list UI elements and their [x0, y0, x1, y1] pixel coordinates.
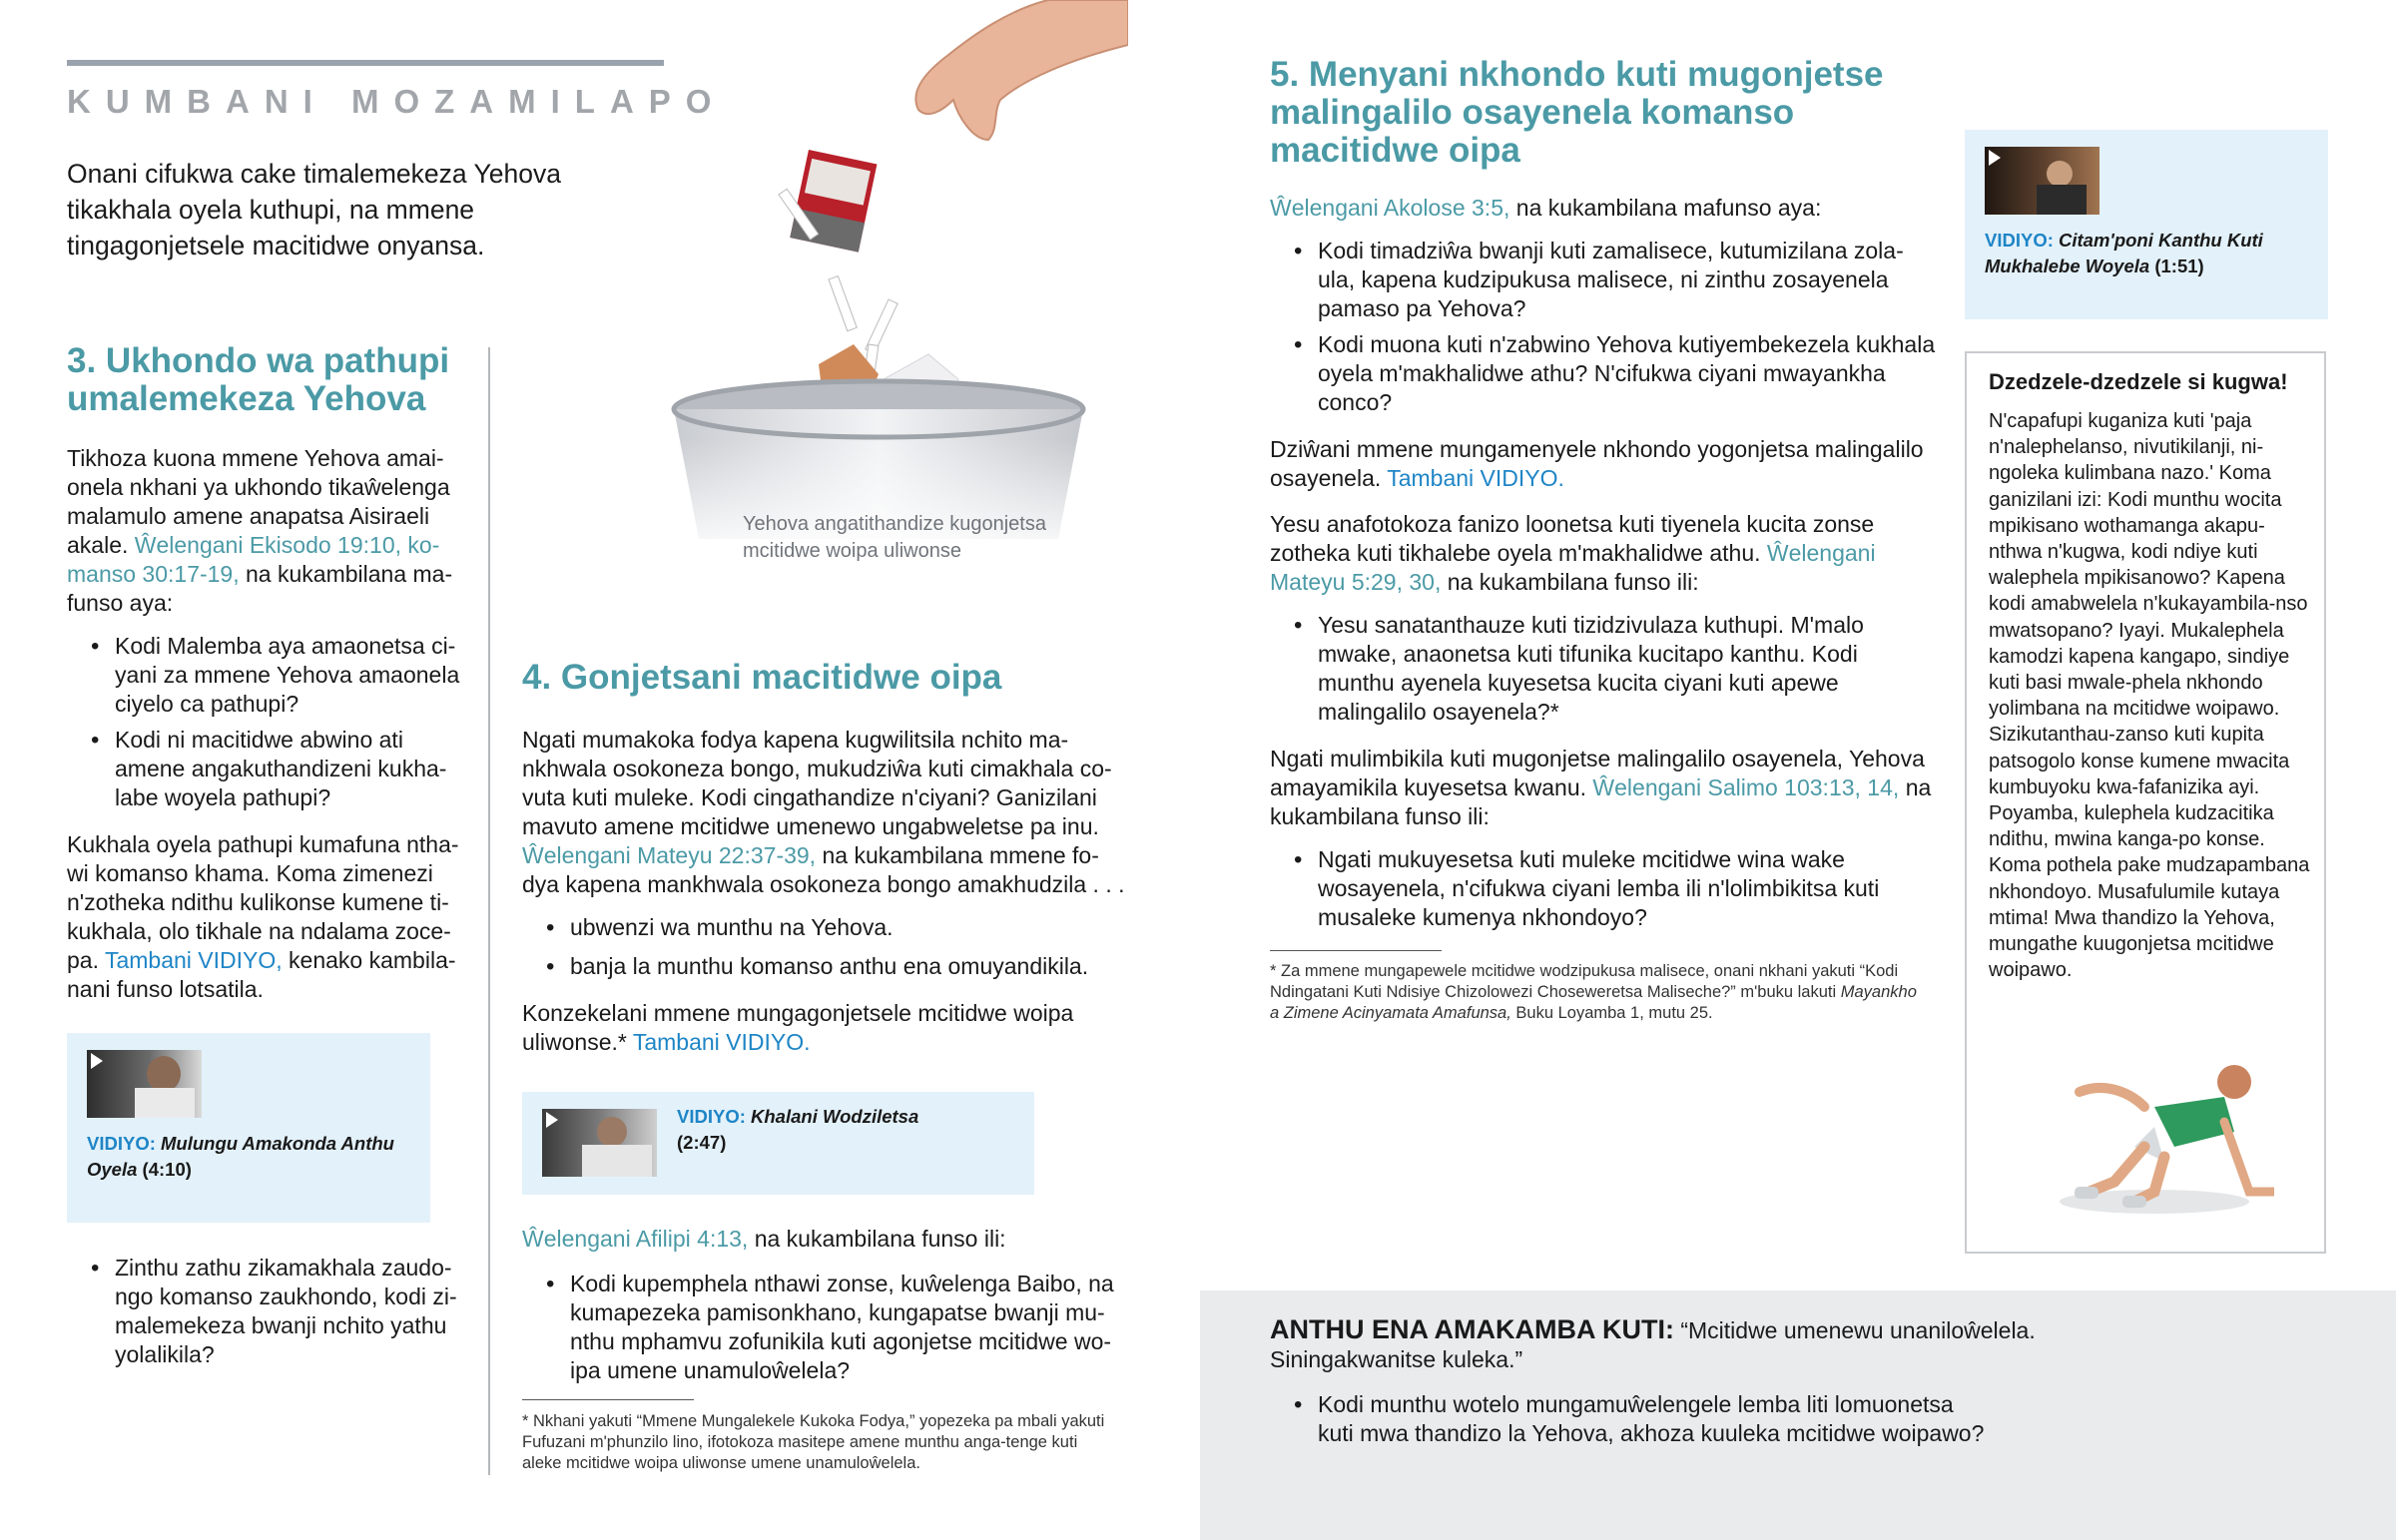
section-4-final-question — [522, 1270, 1126, 1385]
video-thumbnail[interactable] — [1985, 147, 2099, 215]
sidebar-title: Dzedzele-dzedzele si kugwa! — [1989, 369, 2288, 394]
section-4-paragraph-2: Konzekelani mmene mungagonjetsele mcitidwe woipa uliwonse.* Tambani VIDIYO. — [522, 1000, 1074, 1055]
section-5-paragraph-4: Ngati mulimbikila kuti mugonjetse malingalilo osayenela, Yehova amayamikila kuyesetsa kwanu. Ŵelengani Salimo 103:13, 14, na kukambilana funso ili: — [1270, 746, 1932, 829]
list-item: • Kodi ni macitidwe abwino ati amene angakuthandizeni kukha-labe woyela pathupi? — [67, 726, 463, 812]
trash-can-with-cigarettes-image — [629, 0, 1128, 559]
section-3-paragraph-2: Kukhala oyela pathupi kumafuna ntha-wi komanso khama. Koma zimenezi n'zotheka ndithu kulikonse kumene ti-kukhala, olo tikhale na ndalama zoce-pa. Tambani VIDIYO, kenako kambila-nani funso lotsatila. — [67, 831, 459, 1002]
video-card-stay-clean[interactable] — [1965, 130, 2328, 319]
objection-label: ANTHU ENA AMAKAMBA KUTI: — [1270, 1314, 1674, 1344]
list-item: • banja la munthu komanso anthu ena omuyandikila. — [522, 952, 1126, 981]
scripture-link-matthew-5[interactable]: Ŵelengani Mateyu 5:29, 30, — [1270, 540, 1876, 595]
section-5-questions-1 — [1270, 237, 1939, 417]
watch-video-link[interactable]: Tambani VIDIYO, — [104, 947, 283, 973]
list-item: • Kodi muona kuti n'zabwino Yehova kutiyembekezela kukhala oyela m'makhalidwe athu? N'cifukwa ciyani mwayankha conco? — [1270, 330, 1939, 417]
list-item: • Zinthu zathu zikamakhala zaudo-ngo komanso zaukhondo, kodi zi-malemekeza bwanji nchito yathu yolalikila? — [67, 1254, 463, 1369]
section-3-body — [67, 444, 463, 1004]
section-kicker: KUMBANI MOZAMILAPO — [67, 83, 727, 120]
image-caption: Yehova angatithandize kugonjetsa mcitidwe woipa uliwonse — [743, 513, 1046, 562]
column-divider — [488, 347, 490, 1475]
section-5-footnote: * Za mmene mungapewele mcitidwe wodzipukusa malisece, onani nkhani yakuti “Kodi Ndingatani Kuti Ndisiye Chizolowezi Choseweretsa Maliseche?” m'buku lakuti Mayankho a Zimene Acinyamata Amafunsa, Buku Loyamba 1, mutu 25. — [1270, 962, 1917, 1022]
section-3-final-question — [67, 1254, 463, 1376]
section-4-paragraph-3: Ŵelengani Afilipi 4:13, na kukambilana funso ili: — [522, 1226, 1006, 1252]
section-4-footnote: * Nkhani yakuti “Mmene Mungalekele Kukoka Fodya,” yopezeka pa mbali yakuti Fufuzani m'phunzilo lino, ifotokoza masitepe amene munthu anga-tenge kuti aleke mcitidwe woipa uliwonse umene unamuloŵelela. — [522, 1412, 1105, 1472]
play-icon — [91, 1053, 103, 1069]
intro-text: Onani cifukwa cake timalemekeza Yehova tikakhala oyela kuthupi, na mmene tingagonjetsele macitidwe onyansa. — [67, 159, 561, 260]
list-item: • ubwenzi wa munthu na Yehova. — [522, 913, 1126, 942]
scripture-link-philippians[interactable]: Ŵelengani Afilipi 4:13, — [522, 1226, 749, 1252]
video-card-clean-people[interactable] — [67, 1033, 430, 1223]
list-item: • Kodi kupemphela nthawi zonse, kuŵelenga Baibo, na kumapezeka pamisonkhano, kungapatse bwanji mu-nthu mphamvu zofunikila kuti agonjetse mcitidwe wo-ipa umene unamuloŵelela? — [522, 1270, 1126, 1385]
header-rule — [67, 60, 664, 66]
section-5-body — [1270, 194, 1939, 939]
list-item: • Kodi Malemba aya amaonetsa ci-yani za mmene Yehova amaonela ciyelo ca pathupi? — [67, 632, 463, 719]
list-item: • Yesu sanatanthauze kuti tizidzivulaza kuthupi. M'malo mwake, anaonetsa kuti tifunika kucitapo kanthu. Kodi munthu ayenela kuyesetsa kucita ciyani kuti apewe malingalilo osayenela?* — [1270, 611, 1939, 727]
section-3-questions — [67, 632, 463, 812]
objection-question — [1270, 1390, 1989, 1455]
sidebar-box — [1965, 351, 2326, 1254]
video-label: VIDIYO: Citam'poni Kanthu Kuti Mukhalebe Woyela (1:51) — [1985, 230, 2263, 276]
section-5-title: 5. Menyani nkhondo kuti mugonjetse malingalilo osayenela komanso macitidwe oipa — [1270, 55, 1884, 170]
section-4-title: 4. Gonjetsani macitidwe oipa — [522, 658, 1002, 697]
video-card-self-control[interactable] — [522, 1092, 1034, 1195]
video-thumbnail[interactable] — [542, 1109, 657, 1177]
section-3-title: 3. Ukhondo wa pathupi umalemekeza Yehova — [67, 341, 450, 418]
stumbling-runner-image — [2035, 1052, 2274, 1222]
scripture-link-matthew-22[interactable]: Ŵelengani Mateyu 22:37-39, — [522, 842, 817, 868]
scripture-link-exodus[interactable]: Ŵelengani Ekisodo 19:10, ko-manso 30:17-19, — [67, 532, 440, 587]
section-5-questions-3 — [1270, 845, 1939, 932]
sidebar-body: N'capafupi kuganiza kuti 'paja n'nalephelanso, nivutikilanji, ni-ngoleka kulimbana nazo.' Koma ganizilani izi: Kodi munthu wocita mpikisano wothamanga akapu-nthwa n'kugwa, kodi ndiye kuti walephela mpikisanowo? Kapena kodi amabwelela n'kukayambila-nso mwatsopano? Iyayi. Mukalephela kamodzi kapena kangapo, sindiye kuti basi mwale-phela nkhondo yolimbana na mcitidwe woipawo. Sizikutanthau-zanso kuti kupita patsogolo konse kumene mwacita kumbuyoku kwa-fafanizika ayi. Poyamba, kulephela kudzacitika ndithu, mwina kanga-po konse. Koma pothela pake mudzapambana nkhondoyo. Musafulumile kutaya mtima! Mwa thandizo la Yehova, mungathe kuugonjetsa mcitidwe woipawo. — [1989, 410, 2310, 982]
section-3-paragraph-1: Tikhoza kuona mmene Yehova amai-onela nkhani ya ukhondo tikaŵelenga malamulo amene anapatsa Aisiraeli akale. Ŵelengani Ekisodo 19:10, ko-manso 30:17-19, na kukambilana ma-funso aya: — [67, 445, 453, 616]
section-5-paragraph-3: Yesu anafotokoza fanizo loonetsa kuti tiyenela kucita zonse zotheka kuti tikhalebe oyela m'makhalidwe athu. Ŵelengani Mateyu 5:29, 30, na kukambilana funso ili: — [1270, 511, 1876, 595]
footnote-rule — [1270, 950, 1442, 951]
video-label: VIDIYO: Khalani Wodziletsa (2:47) — [677, 1106, 919, 1153]
section-4-body-2 — [522, 1225, 1126, 1392]
watch-video-link[interactable]: Tambani VIDIYO. — [632, 1029, 811, 1055]
section-5-questions-2 — [1270, 611, 1939, 727]
section-4-paragraph-1: Ngati mumakoka fodya kapena kugwilitsila nchito ma-nkhwala osokoneza bongo, mukudziŵa kuti cimakhala co-vuta kuti muleke. Kodi cingathandize n'ciyani? Ganizilani mavuto amene mcitidwe umenewo ungabweletse pa inu. Ŵelengani Mateyu 22:37-39, na kukambilana mmene fo-dya kapena mankhwala osokoneza bongo amakhudzila . . . — [522, 727, 1125, 897]
trash-illustration — [629, 0, 1128, 559]
scripture-link-colossians[interactable]: Ŵelengani Akolose 3:5, — [1270, 195, 1510, 221]
footnote-rule — [522, 1399, 694, 1400]
video-label: VIDIYO: Mulungu Amakonda Anthu Oyela (4:10) — [87, 1133, 394, 1180]
objection-quote: “Mcitidwe umenewu unaniloŵelela. Siningakwanitse kuleka.” — [1270, 1317, 2036, 1372]
list-item: • Ngati mukuyesetsa kuti muleke mcitidwe wina wake wosayenela, n'cifukwa ciyani lemba ili n'lolimbikitsa kuti musaleke kumenya nkhondoyo? — [1270, 845, 1939, 932]
play-icon — [546, 1112, 558, 1128]
list-item: • Kodi timadziŵa bwanji kuti zamalisece, kutumizilana zola-ula, kapena kudzipukusa malisece, ni zinthu zosayenela pamaso pa Yehova? — [1270, 237, 1939, 323]
section-4-body — [522, 726, 1126, 1057]
objection-text — [1270, 1315, 2049, 1374]
section-5-paragraph-2: Dziŵani mmene mungamenyele nkhondo yogonjetsa malingalilo osayenela. Tambani VIDIYO. — [1270, 436, 1924, 491]
watch-video-link[interactable]: Tambani VIDIYO. — [1387, 465, 1564, 491]
list-item: • Kodi munthu wotelo mungamuŵelengele lemba liti lomuonetsa kuti mwa thandizo la Yehova, akhoza kuuleka mcitidwe woipawo? — [1270, 1390, 1989, 1448]
section-5-paragraph-1: Ŵelengani Akolose 3:5, na kukambilana mafunso aya: — [1270, 195, 1822, 221]
video-thumbnail[interactable] — [87, 1050, 202, 1118]
section-4-effects — [522, 913, 1126, 981]
scripture-link-psalm[interactable]: Ŵelengani Salimo 103:13, 14, — [1592, 774, 1900, 800]
play-icon — [1989, 150, 2001, 166]
